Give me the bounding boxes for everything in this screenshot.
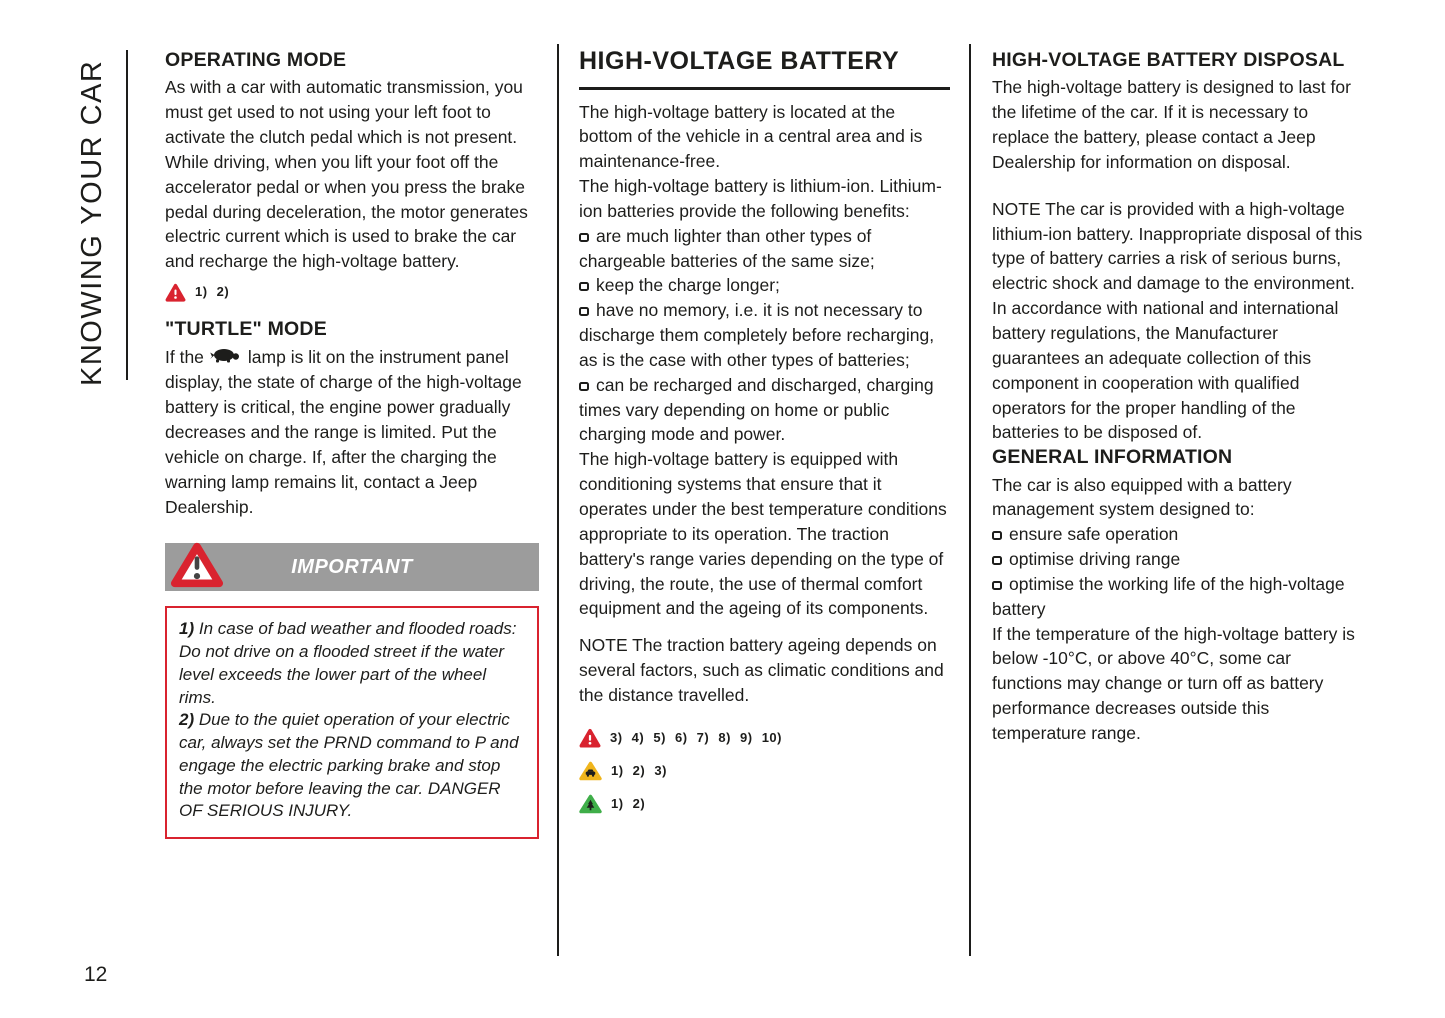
- heading-operating-mode: OPERATING MODE: [165, 49, 347, 71]
- footnote-1-label: 1): [179, 619, 195, 639]
- footnote-2-text: Due to the quiet operation of your electric car, always set the PRND command to P and engage the electric parking brake and stop the motor before leaving the car. DANGER OF SERIOUS INJURY.: [179, 710, 519, 821]
- warning-triangle-red-icon: [165, 283, 186, 302]
- environment-warning-triangle-green-icon: [579, 794, 602, 814]
- hv-battery-para-1: The high-voltage battery is located at the bottom of the vehicle in a central area and is maintenance-free.: [579, 101, 923, 172]
- general-intro: The car is also equipped with a battery management system designed to:: [992, 474, 1292, 520]
- column-disposal-general: [992, 48, 1364, 746]
- hv-bullet-text: are much lighter than other types of chargeable batteries of the same size;: [579, 225, 875, 271]
- hv-bullet-item: [579, 298, 950, 373]
- footnote-1: [179, 618, 525, 709]
- heading-general-information: GENERAL INFORMATION: [992, 446, 1233, 469]
- page-number: 12: [84, 963, 108, 986]
- general-bullet-text: ensure safe operation: [1009, 524, 1179, 545]
- heading-high-voltage-battery: HIGH-VOLTAGE BATTERY: [579, 44, 950, 90]
- hv-bullet-item: [579, 273, 950, 298]
- car-warning-triangle-yellow-icon: [579, 761, 602, 781]
- heading-turtle-mode: "TURTLE" MODE: [165, 318, 327, 341]
- hv-bullet-item: [579, 224, 950, 274]
- square-bullet-icon: [579, 382, 589, 391]
- warning-refs-row: [165, 283, 539, 302]
- warning-refs-row: [579, 761, 950, 781]
- general-bullet-item: [992, 522, 1364, 547]
- disposal-para-2: In accordance with national and international battery regulations, the Manufacturer guarantees an adequate collection of this component in cooperation with qualified operators for the proper handling of the batteries to be disposed of.: [992, 298, 1339, 443]
- footnote-1-text: In case of bad weather and flooded roads: Do not drive on a flooded street if the water level exceeds the lower part of the wheel rims.: [179, 619, 517, 707]
- footnote-2: [179, 709, 525, 823]
- hv-battery-note: NOTE The traction battery ageing depends on several factors, such as climatic conditions and the distance travelled.: [579, 635, 944, 705]
- hv-bullet-item: [579, 373, 950, 448]
- column-operating-mode: [165, 48, 539, 839]
- important-banner: [165, 543, 539, 591]
- important-label: IMPORTANT: [291, 556, 413, 579]
- general-bullet-item: [992, 572, 1364, 622]
- turtle-text-before: If the: [165, 346, 204, 367]
- warning-ref-numbers: 1) 2): [195, 284, 230, 300]
- general-para: If the temperature of the high-voltage battery is below -10°C, or above 40°C, some car functions may change or turn off as battery performance decreases outside this temperature range.: [992, 623, 1355, 743]
- general-bullet-text: optimise the working life of the high-voltage battery: [992, 573, 1345, 619]
- warning-icons-list: [579, 728, 950, 814]
- chapter-rule: [126, 50, 128, 380]
- warning-refs-row: [579, 794, 950, 814]
- warning-ref-numbers: 3) 4) 5) 6) 7) 8) 9) 10): [610, 729, 782, 745]
- warning-triangle-red-icon: [579, 728, 601, 748]
- important-warning-triangle-icon: [170, 540, 224, 590]
- chapter-label: KNOWING YOUR CAR: [76, 59, 108, 386]
- column-divider: [557, 44, 559, 956]
- hv-battery-para-3: The high-voltage battery is equipped with conditioning systems that ensure that it operates under the best temperature conditions appropriate to its operation. The traction battery's range varies depending on the type of driving, the route, the use of thermal comfort equipment and the ageing of its components.: [579, 449, 947, 619]
- turtle-mode-body: [165, 345, 539, 520]
- footnote-2-label: 2): [179, 710, 195, 730]
- disposal-para-1: The high-voltage battery is designed to last for the lifetime of the car. If it is necessary to replace the battery, please contact a Jeep Dealership for information on disposal.: [992, 77, 1351, 172]
- square-bullet-icon: [992, 556, 1002, 565]
- turtle-icon: [209, 345, 243, 370]
- operating-mode-body: As with a car with automatic transmission, you must get used to not using your left foot to activate the clutch pedal which is not present. While driving, when you lift your foot off the accelerator pedal or when you press the brake pedal during deceleration, the motor generates electric current which is used to brake the car and recharge the high-voltage battery.: [165, 77, 528, 272]
- hv-bullet-text: can be recharged and discharged, charging times vary depending on home or public charging mode and power.: [579, 374, 934, 445]
- hv-bullet-text: keep the charge longer;: [596, 275, 780, 296]
- warning-ref-numbers: 1) 2): [611, 795, 646, 811]
- square-bullet-icon: [992, 581, 1002, 590]
- general-bullet-text: optimise driving range: [1009, 549, 1181, 570]
- square-bullet-icon: [579, 307, 589, 316]
- warning-ref-numbers: 1) 2) 3): [611, 762, 667, 778]
- column-divider: [969, 44, 971, 956]
- hv-battery-para-2: The high-voltage battery is lithium-ion. Lithium-ion batteries provide the following benefits:: [579, 176, 942, 221]
- turtle-text-after: lamp is lit on the instrument panel display, the state of charge of the high-voltage battery is critical, the engine power gradually decreases and the range is limited. Put the vehicle on charge. If, after the charging the warning lamp remains lit, contact a Jeep Dealership.: [165, 346, 522, 517]
- square-bullet-icon: [579, 233, 589, 242]
- disposal-note: NOTE The car is provided with a high-voltage lithium-ion battery. Inappropriate disposal of this type of battery carries a risk of serious burns, electric shock and damage to the environment.: [992, 198, 1363, 294]
- square-bullet-icon: [579, 282, 589, 291]
- heading-battery-disposal: HIGH-VOLTAGE BATTERY DISPOSAL: [992, 49, 1345, 71]
- square-bullet-icon: [992, 531, 1002, 540]
- warning-refs-row: [579, 728, 950, 748]
- footnotes-box: [165, 606, 539, 839]
- hv-bullet-text: have no memory, i.e. it is not necessary to discharge them completely before recharging, as is the case with other types of batteries;: [579, 300, 935, 370]
- column-high-voltage-battery: [579, 44, 950, 814]
- general-bullet-item: [992, 547, 1364, 572]
